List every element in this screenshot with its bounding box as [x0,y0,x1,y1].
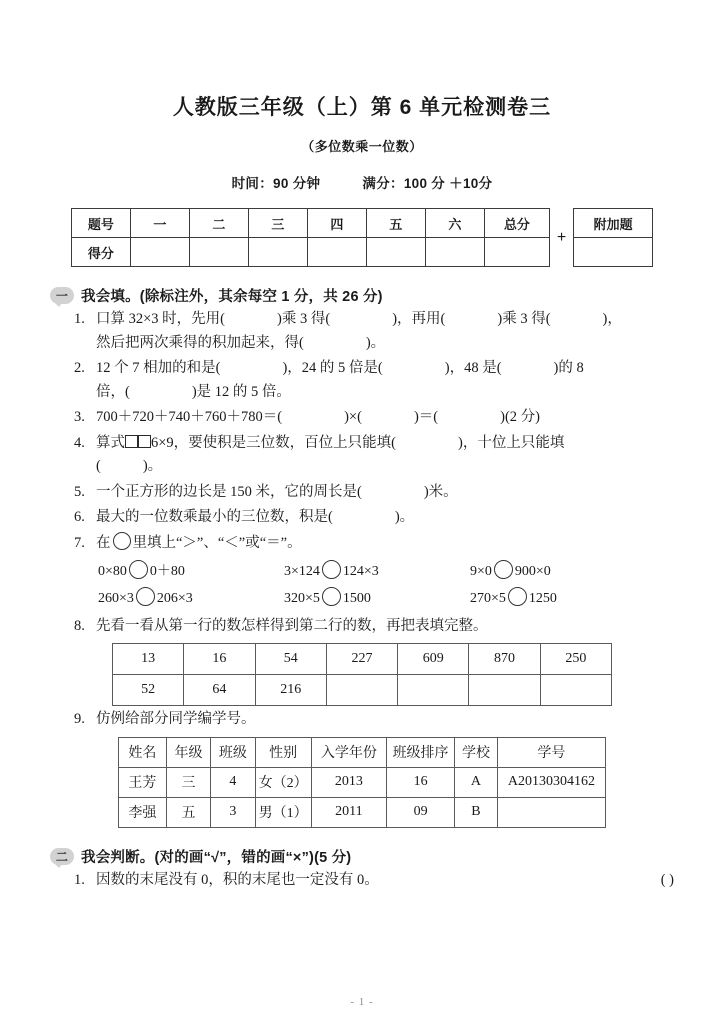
q2-text-c: )，48 是( [444,360,502,377]
score-row-label-points: 得分 [71,238,130,267]
question-4-body [96,432,674,479]
cmp-6-left: 270×5 [470,591,506,607]
pattern-r2-c6[interactable] [469,675,540,706]
q4-text-c: )，十位上只能填 [458,434,565,451]
pattern-r1-c6: 870 [469,644,540,675]
extra-header-row [574,209,653,238]
table-row [113,644,612,675]
score-cell-4[interactable] [307,238,366,267]
section-header-judge [50,846,674,867]
comparison-circle-5[interactable] [322,587,341,606]
student-id-table [118,737,606,828]
question-9-table-wrapper [50,737,674,828]
question-6-number: 6. [74,509,85,526]
plus-sign: + [556,228,567,246]
q3-text-b: )×( [344,409,362,426]
question-4-number: 4. [74,434,85,451]
question-7-body [96,532,674,555]
student-1-gender: 女（2） [255,767,311,797]
question-5-number: 5. [74,483,85,500]
pattern-r2-c7[interactable] [540,675,611,706]
q1-text-g: )。 [365,334,386,351]
score-table-header-row [71,209,549,238]
page-footer: - 1 - [350,996,374,1008]
student-1-rank: 16 [387,767,455,797]
cmp-4-left: 260×3 [98,591,134,607]
comparison-row-2 [98,585,674,612]
q2-text-b: )，24 的 5 倍是( [282,360,383,377]
comparison-circle-3[interactable] [494,560,513,579]
score-table-value-row [71,238,549,267]
header-school: 学校 [455,737,498,767]
question-6 [50,506,674,529]
judge-question-1 [50,869,674,892]
judge-question-1-text: 因数的末尾没有 0，积的末尾也一定没有 0。 [96,871,379,888]
comparison-item-5 [284,585,470,612]
question-2-number: 2. [74,360,85,377]
student-1-year: 2013 [311,767,386,797]
pattern-r1-c1: 13 [113,644,184,675]
q1-text-a: 口算 32×3 时，先用( [96,311,226,328]
pattern-r1-c4: 227 [326,644,397,675]
cmp-1-left: 0×80 [98,564,127,580]
student-1-grade: 三 [166,767,210,797]
header-name: 姓名 [119,737,167,767]
number-pattern-table [112,643,612,706]
q3-text-c: )＝( [413,409,439,426]
header-enrollment-year: 入学年份 [311,737,386,767]
table-row [119,797,606,827]
extra-question-cell[interactable] [574,238,653,267]
q5-text-a: 一个正方形的边长是 150 米，它的周长是( [96,483,362,500]
question-9-prompt: 仿例给部分同学编学号。 [96,711,256,728]
cmp-2-right: 124×3 [342,564,379,580]
cmp-6-right: 1250 [528,591,557,607]
score-cell-3[interactable] [248,238,307,267]
q3-text-a: 700＋720＋740＋760＋780＝( [96,409,283,426]
extra-question-header: 附加题 [574,209,653,238]
q4-text-d: ( [96,458,101,475]
q5-text-b: )米。 [423,483,458,500]
student-2-name: 李强 [119,797,167,827]
section-badge-1: 一 [50,287,74,304]
score-table [71,208,550,267]
pattern-r1-c3: 54 [255,644,326,675]
score-cell-1[interactable] [130,238,189,267]
pattern-r2-c3: 216 [255,675,326,706]
exam-meta [50,172,674,192]
student-1-id: A20130304162 [497,767,605,797]
q1-text-e: )， [602,311,622,328]
score-col-total: 总分 [484,209,549,238]
comparison-row-1 [98,558,674,585]
question-8-prompt: 先看一看从第一行的数怎样得到第二行的数，再把表填完整。 [96,617,488,634]
student-2-year: 2011 [311,797,386,827]
q1-text-b: )乘 3 得( [277,311,331,328]
student-1-name: 王芳 [119,767,167,797]
q2-text-a: 12 个 7 相加的和是( [96,360,221,377]
extra-value-row [574,238,653,267]
comparison-item-3 [470,558,656,585]
comparison-circle-2[interactable] [322,560,341,579]
page-subtitle: （多位数乘一位数） [301,139,423,155]
q3-text-d: )(2 分) [500,409,540,426]
student-2-rank: 09 [387,797,455,827]
table-row [113,675,612,706]
question-1-number: 1. [74,311,85,328]
question-6-body [96,506,674,529]
student-1-class: 4 [211,767,255,797]
question-3 [50,406,674,429]
score-row-label-number: 题号 [71,209,130,238]
comparison-item-6 [470,585,656,612]
question-3-number: 3. [74,409,85,426]
q4-text-a: 算式 [96,434,125,451]
question-9-number: 9. [74,711,85,728]
score-cell-2[interactable] [189,238,248,267]
student-2-class: 3 [211,797,255,827]
header-class: 班级 [211,737,255,767]
total-score-label: 满分：100 分 ＋10分 [362,176,493,192]
question-5-body [96,481,674,504]
fill-question-list [50,308,674,827]
score-cell-6[interactable] [425,238,484,267]
score-col-2: 二 [189,209,248,238]
comparison-item-2 [284,558,470,585]
question-7 [50,532,674,555]
pattern-r2-c4[interactable] [326,675,397,706]
q2-text-f: )是 12 的 5 倍。 [191,383,291,400]
question-8-number: 8. [74,617,85,634]
q4-text-e: )。 [142,458,163,475]
table-header-row [119,737,606,767]
score-table-wrapper [50,208,674,267]
q4-text-b: 6×9，要使积是三位数，百位上只能填( [151,434,397,451]
question-1 [50,308,674,355]
q7-text-b: 里填上“＞”、“＜”或“＝”。 [132,534,302,551]
table-row [119,767,606,797]
header-gender: 性别 [255,737,311,767]
student-1-school: A [455,767,498,797]
comparison-item-4 [98,585,284,612]
cmp-5-left: 320×5 [284,591,320,607]
score-col-5: 五 [366,209,425,238]
question-4 [50,432,674,479]
circle-icon-prompt [113,532,131,550]
judge-question-1-answer-blank[interactable]: ( ) [660,871,674,888]
section-title-1: 我会填。(除标注外，其余每空 1 分，共 26 分) [81,289,383,306]
student-2-gender: 男（1） [255,797,311,827]
question-2-body [96,357,674,404]
q4-digit-box-2[interactable] [138,435,151,448]
judge-question-1-number: 1. [74,871,85,888]
q4-digit-box-1[interactable] [125,435,138,448]
cmp-3-left: 9×0 [470,564,492,580]
comparison-circle-1[interactable] [129,560,148,579]
q2-text-d: )的 8 [553,360,584,377]
pattern-r1-c5: 609 [398,644,469,675]
comparison-circle-4[interactable] [136,587,155,606]
section-badge-2: 二 [50,848,74,865]
score-cell-5[interactable] [366,238,425,267]
section-title-2: 我会判断。(对的画“√”，错的画“×”)(5 分) [81,849,352,866]
header-student-id: 学号 [497,737,605,767]
student-2-id[interactable] [497,797,605,827]
score-col-6: 六 [425,209,484,238]
question-7-number: 7. [74,534,85,551]
pattern-r2-c5[interactable] [398,675,469,706]
question-8-table-wrapper [50,643,674,706]
question-5 [50,481,674,504]
score-col-3: 三 [248,209,307,238]
cmp-3-right: 900×0 [514,564,551,580]
question-1-body [96,308,674,355]
header-grade: 年级 [166,737,210,767]
cmp-2-left: 3×124 [284,564,320,580]
q1-text-f: 然后把两次乘得的积加起来，得( [96,334,304,351]
q6-text-a: 最大的一位数乘最小的三位数，积是( [96,509,333,526]
page-title: 人教版三年级（上）第 6 单元检测卷三 [172,96,552,119]
score-col-4: 四 [307,209,366,238]
comparison-grid [50,558,674,613]
question-9 [50,708,674,731]
comparison-item-1 [98,558,284,585]
section-header-fill [50,285,674,306]
comparison-circle-6[interactable] [508,587,527,606]
pattern-r2-c2: 64 [184,675,255,706]
cmp-4-right: 206×3 [156,591,193,607]
pattern-r1-c7: 250 [540,644,611,675]
question-3-body [96,406,674,429]
question-2 [50,357,674,404]
cmp-5-right: 1500 [342,591,371,607]
pattern-r1-c2: 16 [184,644,255,675]
time-label: 时间：90 分钟 [231,176,321,192]
student-2-school: B [455,797,498,827]
score-cell-total[interactable] [484,238,549,267]
score-col-1: 一 [130,209,189,238]
student-2-grade: 五 [166,797,210,827]
question-8 [50,615,674,638]
extra-score-table [573,208,653,267]
q2-text-e: 倍，( [96,383,130,400]
q1-text-d: )乘 3 得( [497,311,551,328]
pattern-r2-c1: 52 [113,675,184,706]
q1-text-c: )，再用( [392,311,446,328]
cmp-1-right: 0＋80 [149,564,185,580]
q7-text-a: 在 [96,534,111,551]
header-class-rank: 班级排序 [387,737,455,767]
q6-text-b: )。 [394,509,415,526]
